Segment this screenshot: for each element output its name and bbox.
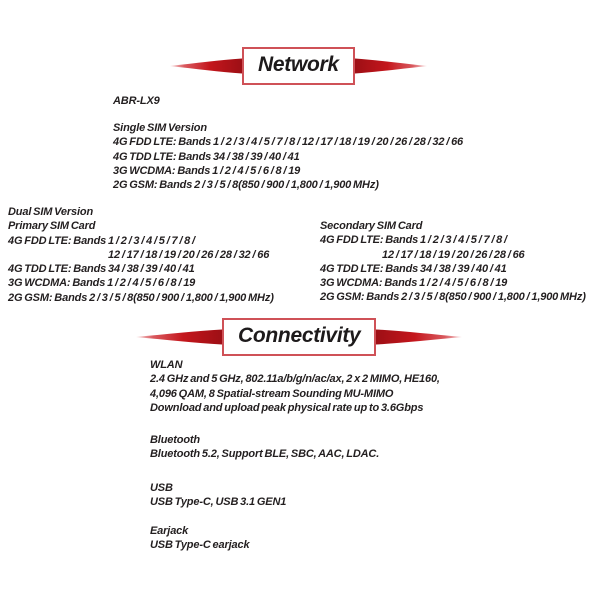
connectivity-section-banner <box>136 318 466 356</box>
network-banner-box <box>242 47 355 85</box>
ribbon-left-icon <box>170 48 242 84</box>
connectivity-section-title: Connectivity <box>238 324 361 347</box>
bluetooth-spec: Bluetooth 5.2, Support BLE, SBC, AAC, LDAC. <box>150 448 380 461</box>
dual-sim-secondary-block <box>320 219 586 305</box>
secondary-3g-wcdma: 3G WCDMA: Bands 1 / 2 / 4 / 5 / 6 / 8 / 19 <box>320 277 508 290</box>
dual-sim-heading: Dual SIM Version <box>8 206 94 218</box>
primary-4g-fdd: 4G FDD LTE: Bands 1 / 2 / 3 / 4 / 5 / 7 / 8 / <box>8 234 195 247</box>
earjack-spec: USB Type-C earjack <box>150 539 250 552</box>
single-sim-2g-gsm: 2G GSM: Bands 2 / 3 / 5 / 8(850 / 900 / 1,800 / 1,900 MHz) <box>113 179 379 192</box>
primary-2g-gsm: 2G GSM: Bands 2 / 3 / 5 / 8(850 / 900 / 1,800 / 1,900 MHz) <box>8 291 274 304</box>
single-sim-3g-wcdma: 3G WCDMA: Bands 1 / 2 / 4 / 5 / 6 / 8 / 19 <box>113 164 301 177</box>
ribbon-right-icon <box>355 48 427 84</box>
primary-4g-tdd: 4G TDD LTE: Bands 34 / 38 / 39 / 40 / 41 <box>8 263 195 276</box>
single-sim-4g-fdd: 4G FDD LTE: Bands 1 / 2 / 3 / 4 / 5 / 7 / 8 / 12 / 17 / 18 / 19 / 20 / 26 / 28 / 32 / 66 <box>113 136 464 149</box>
wlan-features: 4,096 QAM, 8 Spatial-stream Sounding MU-MIMO <box>150 387 394 400</box>
ribbon-right-icon <box>376 319 462 355</box>
earjack-block <box>150 524 249 553</box>
usb-block <box>150 481 286 510</box>
model-name: ABR-LX9 <box>113 95 160 107</box>
wlan-peak-rate: Download and upload peak physical rate up to 3.6Gbps <box>150 401 424 414</box>
primary-sim-heading: Primary SIM Card <box>8 220 96 233</box>
bluetooth-heading: Bluetooth <box>150 434 200 446</box>
single-sim-block <box>113 121 463 192</box>
wlan-heading: WLAN <box>150 359 183 371</box>
ribbon-left-icon <box>136 319 222 355</box>
bluetooth-block <box>150 433 379 462</box>
earjack-heading: Earjack <box>150 525 189 537</box>
secondary-2g-gsm: 2G GSM: Bands 2 / 3 / 5 / 8(850 / 900 / 1,800 / 1,900 MHz) <box>320 291 586 304</box>
network-section-banner <box>170 47 426 85</box>
wlan-standards: 2.4 GHz and 5 GHz, 802.11a/b/g/n/ac/ax, 2 x 2 MIMO, HE160, <box>150 373 440 386</box>
connectivity-banner-box <box>222 318 376 356</box>
dual-sim-primary-block <box>8 205 274 305</box>
primary-4g-fdd-cont: 12 / 17 / 18 / 19 / 20 / 26 / 28 / 32 / 66 <box>108 248 270 261</box>
primary-3g-wcdma: 3G WCDMA: Bands 1 / 2 / 4 / 5 / 6 / 8 / 19 <box>8 277 196 290</box>
secondary-sim-heading: Secondary SIM Card <box>320 220 423 232</box>
secondary-4g-fdd-cont: 12 / 17 / 18 / 19 / 20 / 26 / 28 / 66 <box>382 248 525 261</box>
secondary-4g-fdd: 4G FDD LTE: Bands 1 / 2 / 3 / 4 / 5 / 7 / 8 / <box>320 234 507 247</box>
single-sim-heading: Single SIM Version <box>113 122 207 134</box>
usb-spec: USB Type-C, USB 3.1 GEN1 <box>150 496 287 509</box>
wlan-block <box>150 358 440 415</box>
model-block <box>113 94 160 108</box>
usb-heading: USB <box>150 482 173 494</box>
secondary-4g-tdd: 4G TDD LTE: Bands 34 / 38 / 39 / 40 / 41 <box>320 262 507 275</box>
single-sim-4g-tdd: 4G TDD LTE: Bands 34 / 38 / 39 / 40 / 41 <box>113 150 300 163</box>
network-section-title: Network <box>258 53 339 76</box>
